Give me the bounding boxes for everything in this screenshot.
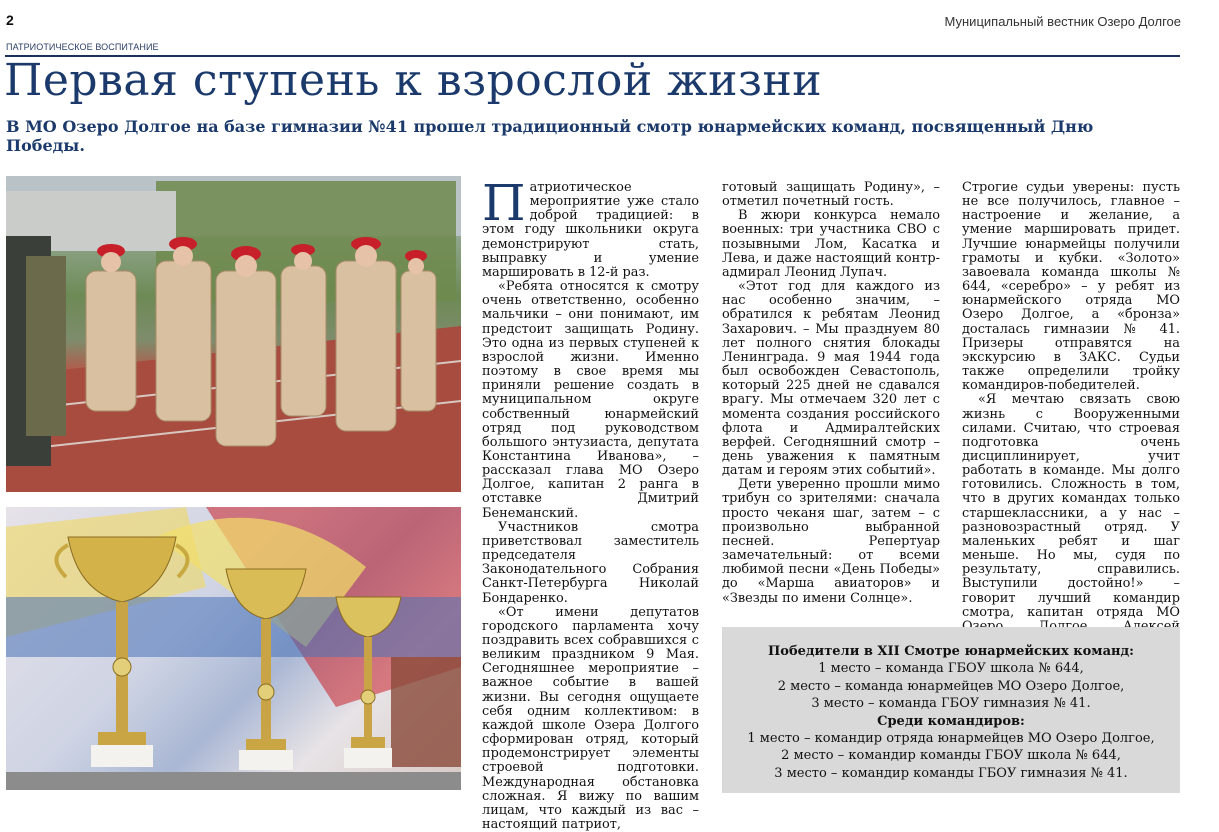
commander-result: 3 место – командир команды ГБОУ гимназия № 41. [774, 765, 1128, 781]
commander-result: 2 место – командир команды ГБОУ школа № 644, [781, 748, 1121, 764]
article-title: Первая ступень к взрослой жизни [4, 55, 823, 106]
team-result: 1 место – команда ГБОУ школа № 644, [818, 661, 1084, 677]
marching-cadets-photo [6, 176, 461, 492]
drop-cap: П [482, 174, 526, 232]
marching-cadets-illustration [6, 176, 461, 492]
article-column-3 [962, 181, 1180, 648]
paragraph: Дети уверенно прошли мимо трибун со зрителями: сначала просто чеканя шаг, затем – с произвольно выбранной песней. Репертуар замечательный: от всеми любимой песни «День Победы» до «Марша авиаторов» и «Звезды по имени Солнце». [722, 477, 940, 606]
paragraph: В жюри конкурса немало военных: три участника СВО с позывными Лом, Касатка и Лева, и даже настоящий контр-адмирал Леонид Лупач. [722, 208, 940, 280]
paragraph: «Этот год для каждого из нас особенно значим, – обратился к ребятам Леонид Захарович. – Мы празднуем 80 лет полного снятия блокады Ленинграда. 9 мая 1944 года был освобожден Севастополь, который 225 дней не сдавался врагу. Мы отмечаем 320 лет с момента создания российского флота и Адмиралтейских верфей. Сегодняшний смотр – день уважения к памятным датам и героям этих событий». [722, 279, 940, 479]
section-rubric: ПАТРИОТИЧЕСКОЕ ВОСПИТАНИЕ [6, 42, 159, 52]
team-result: 3 место – команда ГБОУ гимназия № 41. [811, 696, 1091, 712]
article-column-2 [722, 181, 940, 606]
article-lead: В МО Озеро Долгое на базе гимназии №41 прошел традиционный смотр юнармейских команд, посвященный Дню Победы. [6, 117, 1094, 155]
commanders-heading: Среди командиров: [877, 713, 1025, 729]
paragraph-text: атриотическое мероприятие уже стало доброй традицией: в этом году школьники округа демонстрируют стать, выправку и умение маршировать в 12-й раз. [482, 180, 699, 280]
winners-box [722, 627, 1180, 793]
team-result: 2 место – команда юнармейцев МО Озеро Долгое, [777, 678, 1125, 694]
trophy-cups-illustration [6, 507, 461, 790]
trophy-cup-medium [226, 569, 306, 770]
masthead: Муниципальный вестник Озеро Долгое [944, 14, 1181, 29]
commander-result: 1 место – командир отряда юнармейцев МО Озеро Долгое, [747, 731, 1155, 747]
article-column-1 [482, 174, 699, 832]
paragraph: Участников смотра приветствовал заместитель председателя Законодательного Собрания Санкт-Петербурга Николай Бондаренко. [482, 519, 699, 606]
paragraph: Строгие судьи уверены: пусть не все получилось, главное – настроение и желание, а умение маршировать придет. Лучшие юнармейцы получили грамоты и кубки. «Золото» завоевала команда школы № 644, «серебро» – у ребят из юнармейского отряда МО Озеро Долгое, а «бронза» досталась гимназии № 41. Призеры отправятся на экскурсию в ЗАКС. Судьи также определили тройку командиров-победителей. [962, 180, 1180, 394]
paragraph: «От имени депутатов городского парламента хочу поздравить всех собравшихся с великим праздником 9 Мая. Сегодняшнее мероприятие – важное событие в вашей жизни. Вы сегодня ощущаете себя одним коллективом: в каждой школе Озера Долгого сформирован отряд, который продемонстрирует элементы строевой подготовки. Международная обстановка сложная. Я вижу по вашим лицам, что каждый из вас – настоящий патриот, [482, 604, 699, 832]
paragraph [482, 174, 699, 280]
paragraph: «Я мечтаю связать свою жизнь с Вооруженными силами. Считаю, что строевая подготовка очень дисциплинирует, учит работать в команде. Мы долго готовились. Сложность в том, что в других командах только старшеклассники, а у нас – разновозрастный отряд. У маленьких ребят и шаг меньше. Но мы, судя по результату, справились. Выступили достойно!» – говорит лучший командир смотра, капитан отряда МО [962, 392, 1180, 620]
paragraph: готовый защищать Родину», – отметил почетный гость. [722, 180, 940, 210]
paragraph: «Ребята относятся к смотру очень ответственно, особенно мальчики – они понимают, им предстоит защищать Родину. Это одна из первых ступеней к взрослой жизни. Именно поэтому в свое время мы приняли решение создать в муниципальном округе собственный юнармейский отряд под руководством большого энтузиаста, депутата Константина Иванова», – рассказал глава МО Озеро Долгое, капитан 2 ранга в отставке Дмитрий Бенеманский. [482, 279, 699, 521]
trophy-cups-photo [6, 507, 461, 790]
page-number: 2 [6, 12, 14, 28]
winners-heading: Победители в XII Смотре юнармейских команд: [768, 644, 1134, 659]
